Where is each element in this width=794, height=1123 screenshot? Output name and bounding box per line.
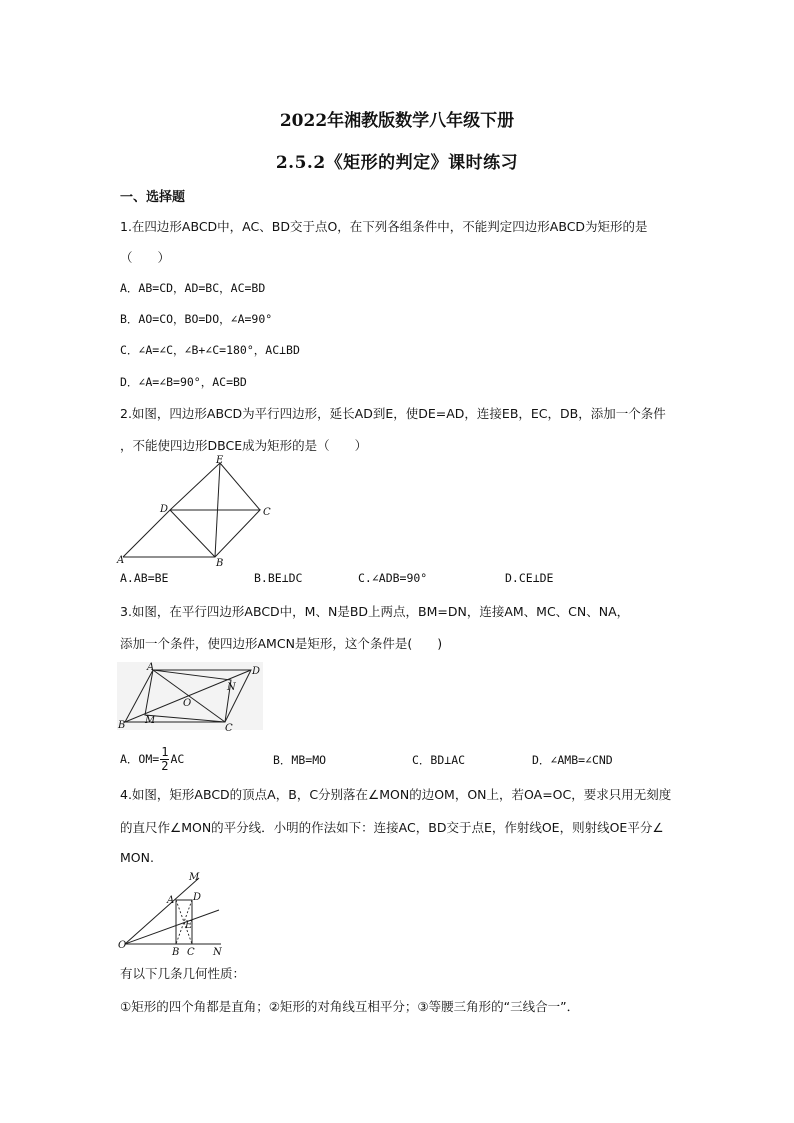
q4-label-e: E: [185, 920, 193, 931]
q4-label-n: N: [213, 947, 222, 958]
q1-option-b: B．AO=CO，BO=DO，∠A=90°: [120, 312, 273, 326]
q2-label-a: A: [117, 555, 125, 566]
fraction-denominator: 2: [161, 759, 169, 773]
q2-stem-line1: 2.如图，四边形ABCD为平行四边形，延长AD到E，使DE=AD，连接EB，EC，DB，添加一个条件: [120, 406, 666, 421]
q3-figure-parallelogram: [115, 660, 265, 732]
q2-figure-parallelogram: [115, 455, 280, 567]
q4-label-m: M: [189, 872, 200, 883]
q4-stem-line2: 的直尺作∠MON的平分线．小明的作法如下：连接AC，BD交于点E，作射线OE，则射线OE平分∠: [120, 820, 664, 835]
q4-label-o: O: [118, 940, 127, 951]
q3-stem-line1: 3.如图，在平行四边形ABCD中，M、N是BD上两点，BM=DN，连接AM、MC、CN、NA，: [120, 604, 630, 619]
section-heading: 一、选择题: [120, 190, 186, 205]
q3-option-a-prefix: A．OM=: [120, 752, 160, 766]
q2-label-e: E: [216, 455, 224, 466]
q2-option-b: B.BE⊥DC: [254, 571, 303, 585]
q3-option-a-suffix: AC: [170, 752, 185, 766]
q1-stem-line2: （ ）: [120, 250, 171, 265]
q4-properties-list: ①矩形的四个角都是直角；②矩形的对角线互相平分；③等腰三角形的“三线合一”．: [120, 999, 580, 1014]
q3-label-m: M: [145, 715, 156, 726]
q4-figure-angle-bisector: [115, 870, 235, 960]
q3-stem-line2: 添加一个条件，使四边形AMCN是矩形，这个条件是( ): [120, 636, 443, 651]
q3-label-b: B: [118, 720, 126, 731]
q2-option-d: D.CE⊥DE: [505, 571, 554, 585]
document-title: 2022年湘教版数学八年级下册: [279, 111, 515, 131]
q3-option-d: D．∠AMB=∠CND: [532, 753, 613, 767]
q4-label-d: D: [193, 892, 202, 903]
q1-stem-line1: 1.在四边形ABCD中，AC、BD交于点O，在下列各组条件中，不能判定四边形ABCD为矩形的是: [120, 219, 648, 234]
q3-option-c: C．BD⊥AC: [412, 753, 466, 767]
q2-option-a: A.AB=BE: [120, 571, 169, 585]
q2-option-c: C.∠ADB=90°: [358, 571, 428, 585]
q4-stem-line1: 4.如图，矩形ABCD的顶点A，B，C分别落在∠MON的边OM，ON上，若OA=OC，要求只用无刻度: [120, 787, 672, 802]
q4-label-a: A: [167, 895, 175, 906]
lesson-title: 2.5.2《矩形的判定》课时练习: [275, 153, 519, 173]
q4-stem-line3: MON.: [120, 850, 154, 865]
q4-label-c: C: [187, 947, 195, 958]
q3-label-a: A: [147, 662, 155, 673]
q2-stem-line2: ，不能使四边形DBCE成为矩形的是（ ）: [120, 438, 368, 453]
q4-properties-intro: 有以下几条几何性质：: [120, 966, 246, 981]
fraction-one-half: [160, 746, 169, 773]
q3-option-b: B．MB=MO: [273, 753, 327, 767]
q2-label-d: D: [160, 504, 169, 515]
q4-label-b: B: [172, 947, 180, 958]
q1-option-c: C．∠A=∠C，∠B+∠C=180°，AC⊥BD: [120, 343, 300, 357]
q3-option-a: [120, 746, 184, 773]
fraction-numerator: 1: [161, 745, 169, 759]
q3-label-n: N: [227, 682, 236, 693]
q2-label-c: C: [263, 507, 271, 518]
q2-label-b: B: [216, 558, 224, 567]
q1-option-a: A．AB=CD，AD=BC，AC=BD: [120, 281, 266, 295]
q3-label-o: O: [183, 698, 192, 709]
q3-label-c: C: [225, 723, 233, 732]
q3-label-d: D: [252, 666, 261, 677]
q1-option-d: D．∠A=∠B=90°，AC=BD: [120, 375, 247, 389]
